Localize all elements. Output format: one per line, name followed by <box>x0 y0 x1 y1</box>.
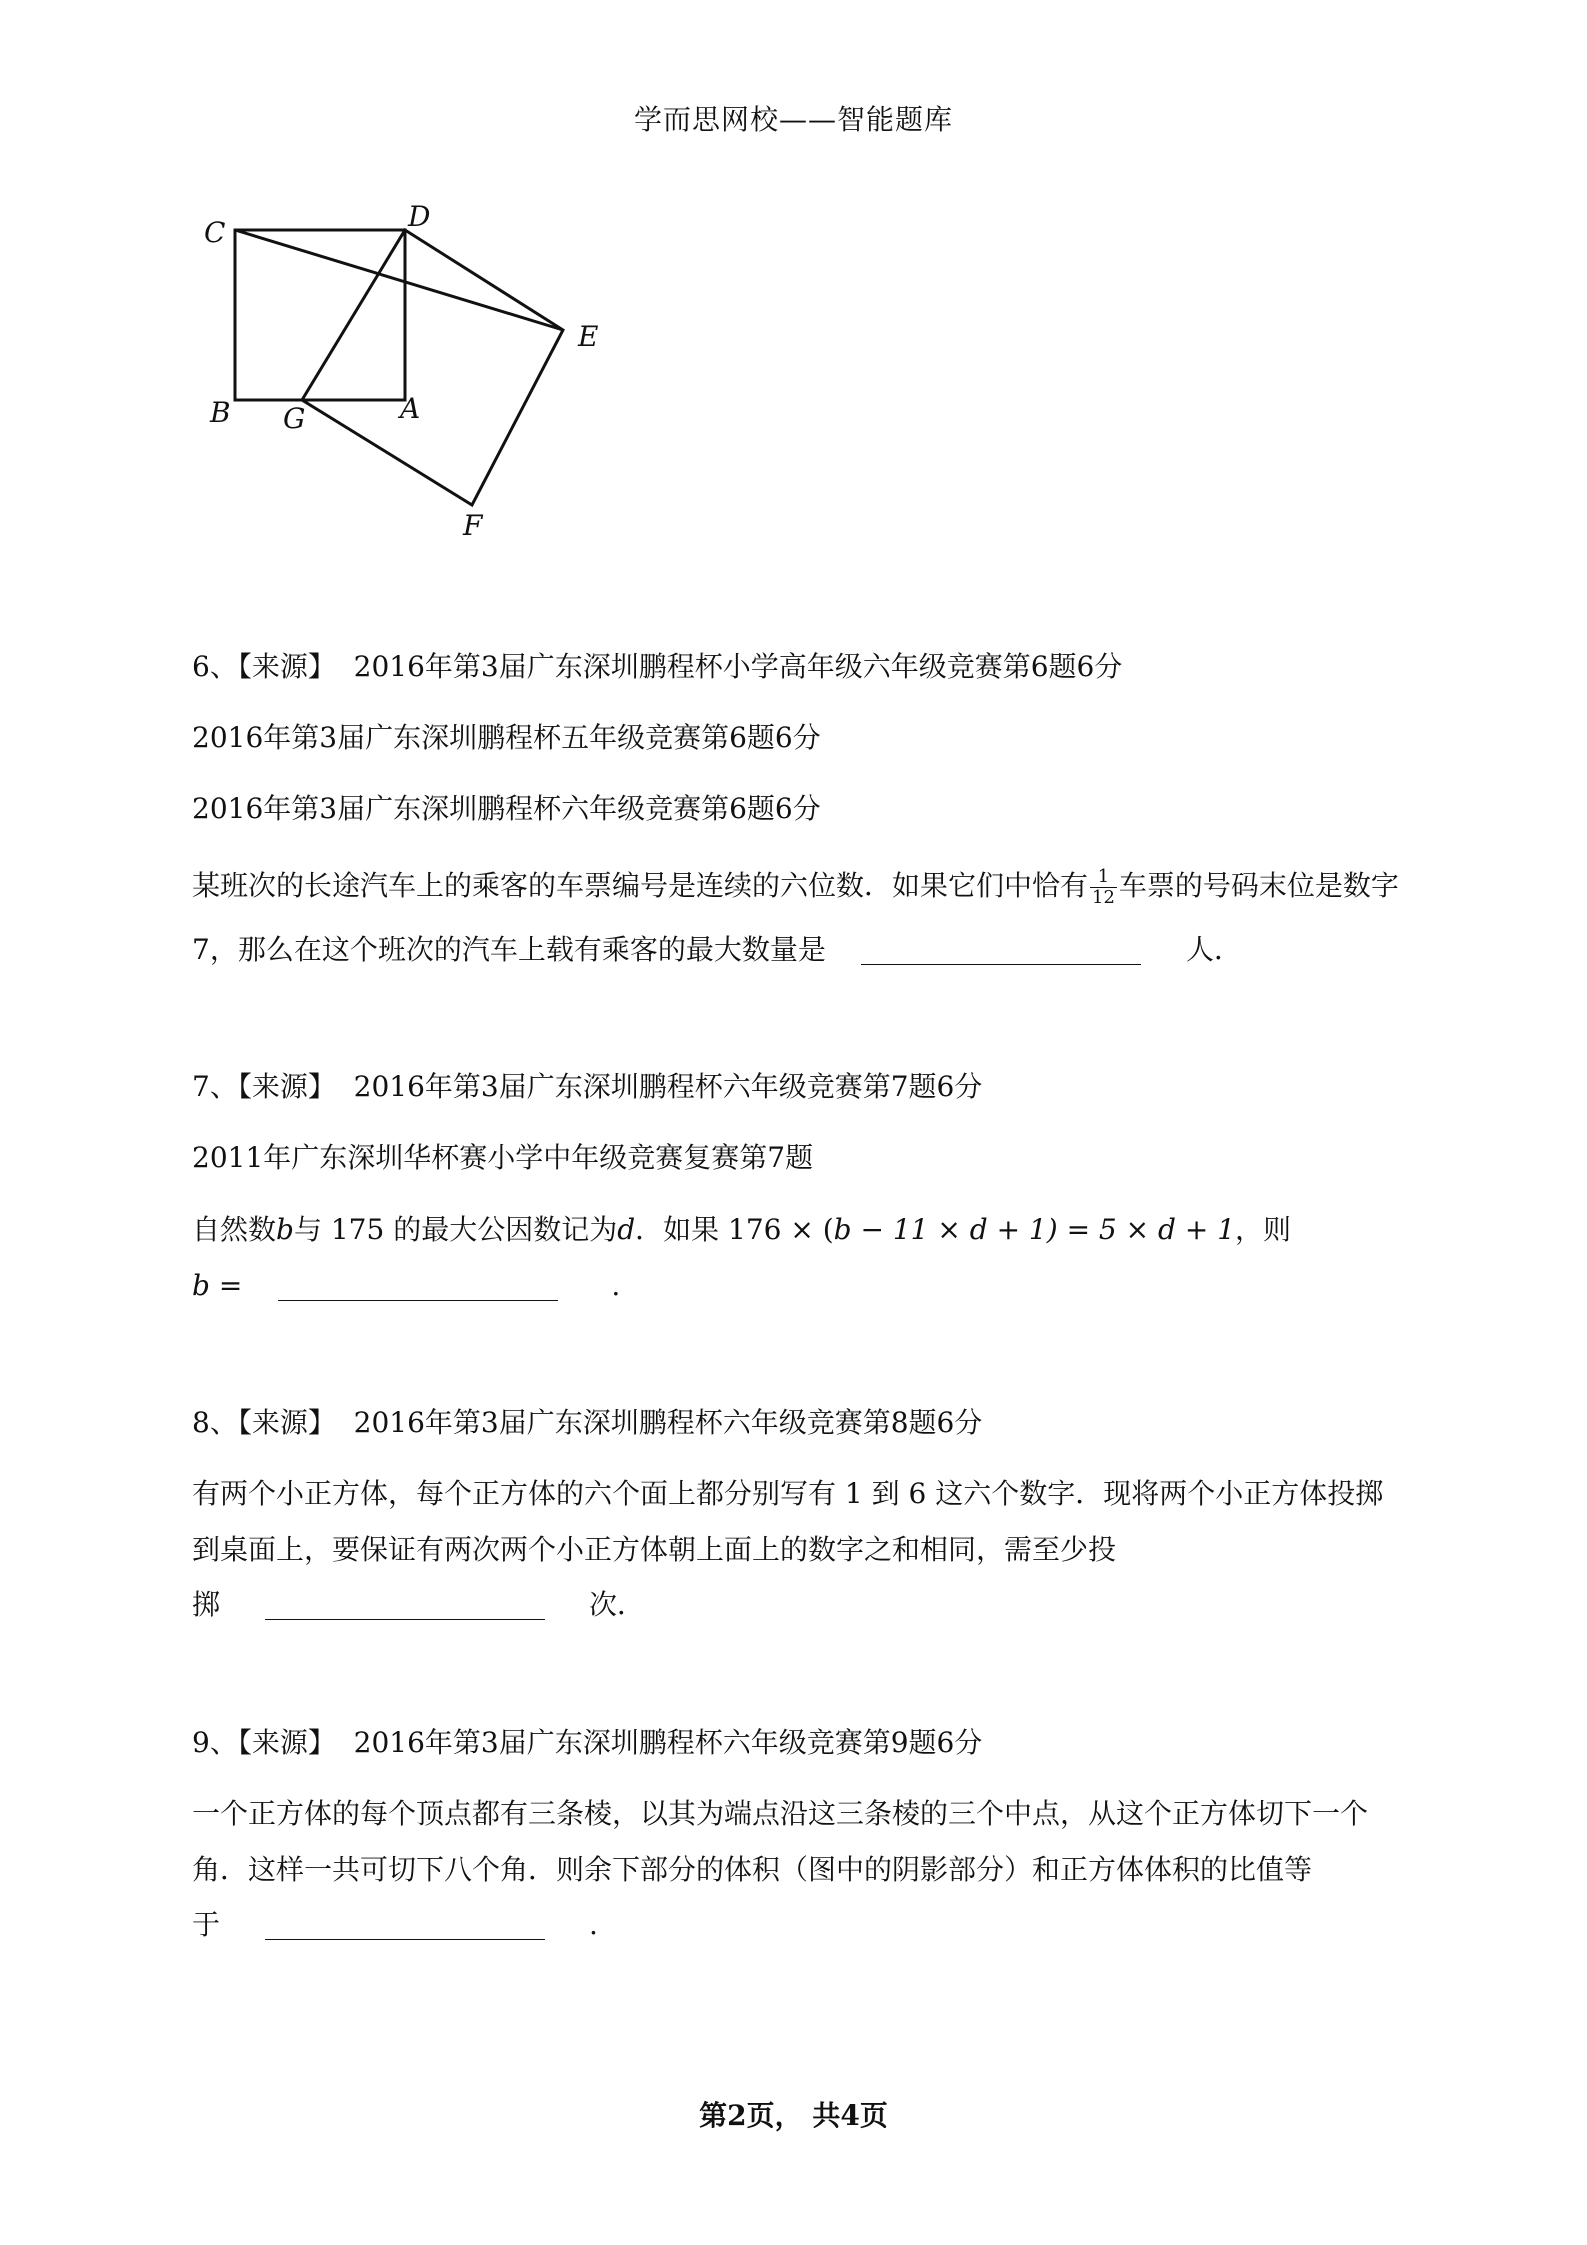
q8-text-line-1: 有两个小正方体，每个正方体的六个面上都分别写有 1 到 6 这六个数字．现将两个小正方体投掷 <box>192 1477 1384 1510</box>
q9-number: 9、 <box>192 1726 238 1759</box>
q8-answer-line <box>192 1585 645 1625</box>
q6-answer-blank[interactable] <box>861 934 1141 965</box>
squares-diagram <box>190 200 630 560</box>
q7-text-b: 与 175 的最大公因数记为 <box>293 1213 618 1246</box>
q7-var-b: b <box>276 1213 294 1246</box>
q9-answer-line <box>192 1905 598 1945</box>
q9-source-label: 【来源】 <box>237 1726 336 1759</box>
q6-text-a: 某班次的长途汽车上的乘客的车票编号是连续的六位数．如果它们中恰有 <box>192 869 1089 902</box>
q6-text-2: 7，那么在这个班次的汽车上载有乘客的最大数量是 <box>192 933 826 966</box>
q9-answer-blank[interactable] <box>265 1909 545 1940</box>
q6-fraction-num: 1 <box>1090 867 1117 888</box>
q7-source-line <box>192 1067 982 1107</box>
q6-source-line <box>192 647 1122 687</box>
q7-expression: b − 11 × d + 1) = 5 × d + 1 <box>833 1213 1236 1246</box>
q6-source-label: 【来源】 <box>237 650 336 683</box>
q7-number: 7、 <box>192 1070 238 1103</box>
q7-text-c: ．如果 176 × ( <box>635 1213 834 1246</box>
label-c: C <box>204 216 226 249</box>
label-f: F <box>463 509 483 542</box>
label-e: E <box>578 320 599 353</box>
q8-answer-blank[interactable] <box>265 1589 545 1620</box>
q7-source-2: 2011年广东深圳华杯赛小学中年级竞赛复赛第7题 <box>192 1141 814 1174</box>
label-b: B <box>210 396 231 429</box>
label-a: A <box>400 392 421 425</box>
q8-number: 8、 <box>192 1406 238 1439</box>
q6-fraction-den: 12 <box>1092 887 1115 908</box>
q6-fraction <box>1090 867 1117 908</box>
q9-source-1: 2016年第3届广东深圳鹏程杯六年级竞赛第9题6分 <box>353 1726 983 1759</box>
q8-text-line-2: 到桌面上，要保证有两次两个小正方体朝上面上的数字之和相同，需至少投 <box>192 1533 1117 1566</box>
q6-source-3: 2016年第3届广东深圳鹏程杯六年级竞赛第6题6分 <box>192 792 821 825</box>
q8-source-1: 2016年第3届广东深圳鹏程杯六年级竞赛第8题6分 <box>353 1406 983 1439</box>
q7-answer-prefix: b = <box>192 1269 243 1302</box>
q7-text-d: ，则 <box>1235 1213 1292 1246</box>
q7-source-label: 【来源】 <box>237 1070 336 1103</box>
q9-source-line <box>192 1723 982 1763</box>
q6-number: 6、 <box>192 650 238 683</box>
q9-answer-prefix: 于 <box>192 1908 221 1941</box>
q6-answer-suffix: 人． <box>1185 933 1242 966</box>
q7-var-d: d <box>617 1213 636 1246</box>
q7-answer-line <box>192 1266 620 1306</box>
q6-text-b: 车票的号码末位是数字 <box>1118 869 1399 902</box>
q8-source-line <box>192 1403 982 1443</box>
q9-text-line-1: 一个正方体的每个顶点都有三条棱，以其为端点沿这三条棱的三个中点，从这个正方体切下一个 <box>192 1797 1369 1830</box>
q7-text-line-1 <box>192 1210 1291 1250</box>
q9-text-line-2: 角．这样一共可切下八个角．则余下部分的体积（图中的阴影部分）和正方体体积的比值等 <box>192 1853 1313 1886</box>
q9-answer-suffix: . <box>589 1908 598 1941</box>
geometry-figure <box>190 200 630 560</box>
label-g: G <box>283 402 306 435</box>
q6-text-line-2 <box>192 930 1242 970</box>
q7-source-1: 2016年第3届广东深圳鹏程杯六年级竞赛第7题6分 <box>353 1070 983 1103</box>
page-header-title: 学而思网校——智能题库 <box>633 103 953 136</box>
q8-source-label: 【来源】 <box>237 1406 336 1439</box>
q7-answer-suffix: . <box>611 1269 621 1302</box>
q8-answer-suffix: 次． <box>589 1588 646 1621</box>
q6-text-line-1 <box>192 866 1399 908</box>
q6-source-1: 2016年第3届广东深圳鹏程杯小学高年级六年级竞赛第6题6分 <box>353 650 1123 683</box>
q8-answer-prefix: 掷 <box>192 1588 221 1621</box>
q7-text-a: 自然数 <box>192 1213 277 1246</box>
q7-answer-blank[interactable] <box>278 1270 558 1301</box>
q6-source-2: 2016年第3届广东深圳鹏程杯五年级竞赛第6题6分 <box>192 721 821 754</box>
page-footer-number: 第2页， 共4页 <box>699 2099 888 2132</box>
label-d: D <box>408 200 431 233</box>
segment-ce <box>235 230 563 330</box>
square-defg <box>302 230 563 505</box>
